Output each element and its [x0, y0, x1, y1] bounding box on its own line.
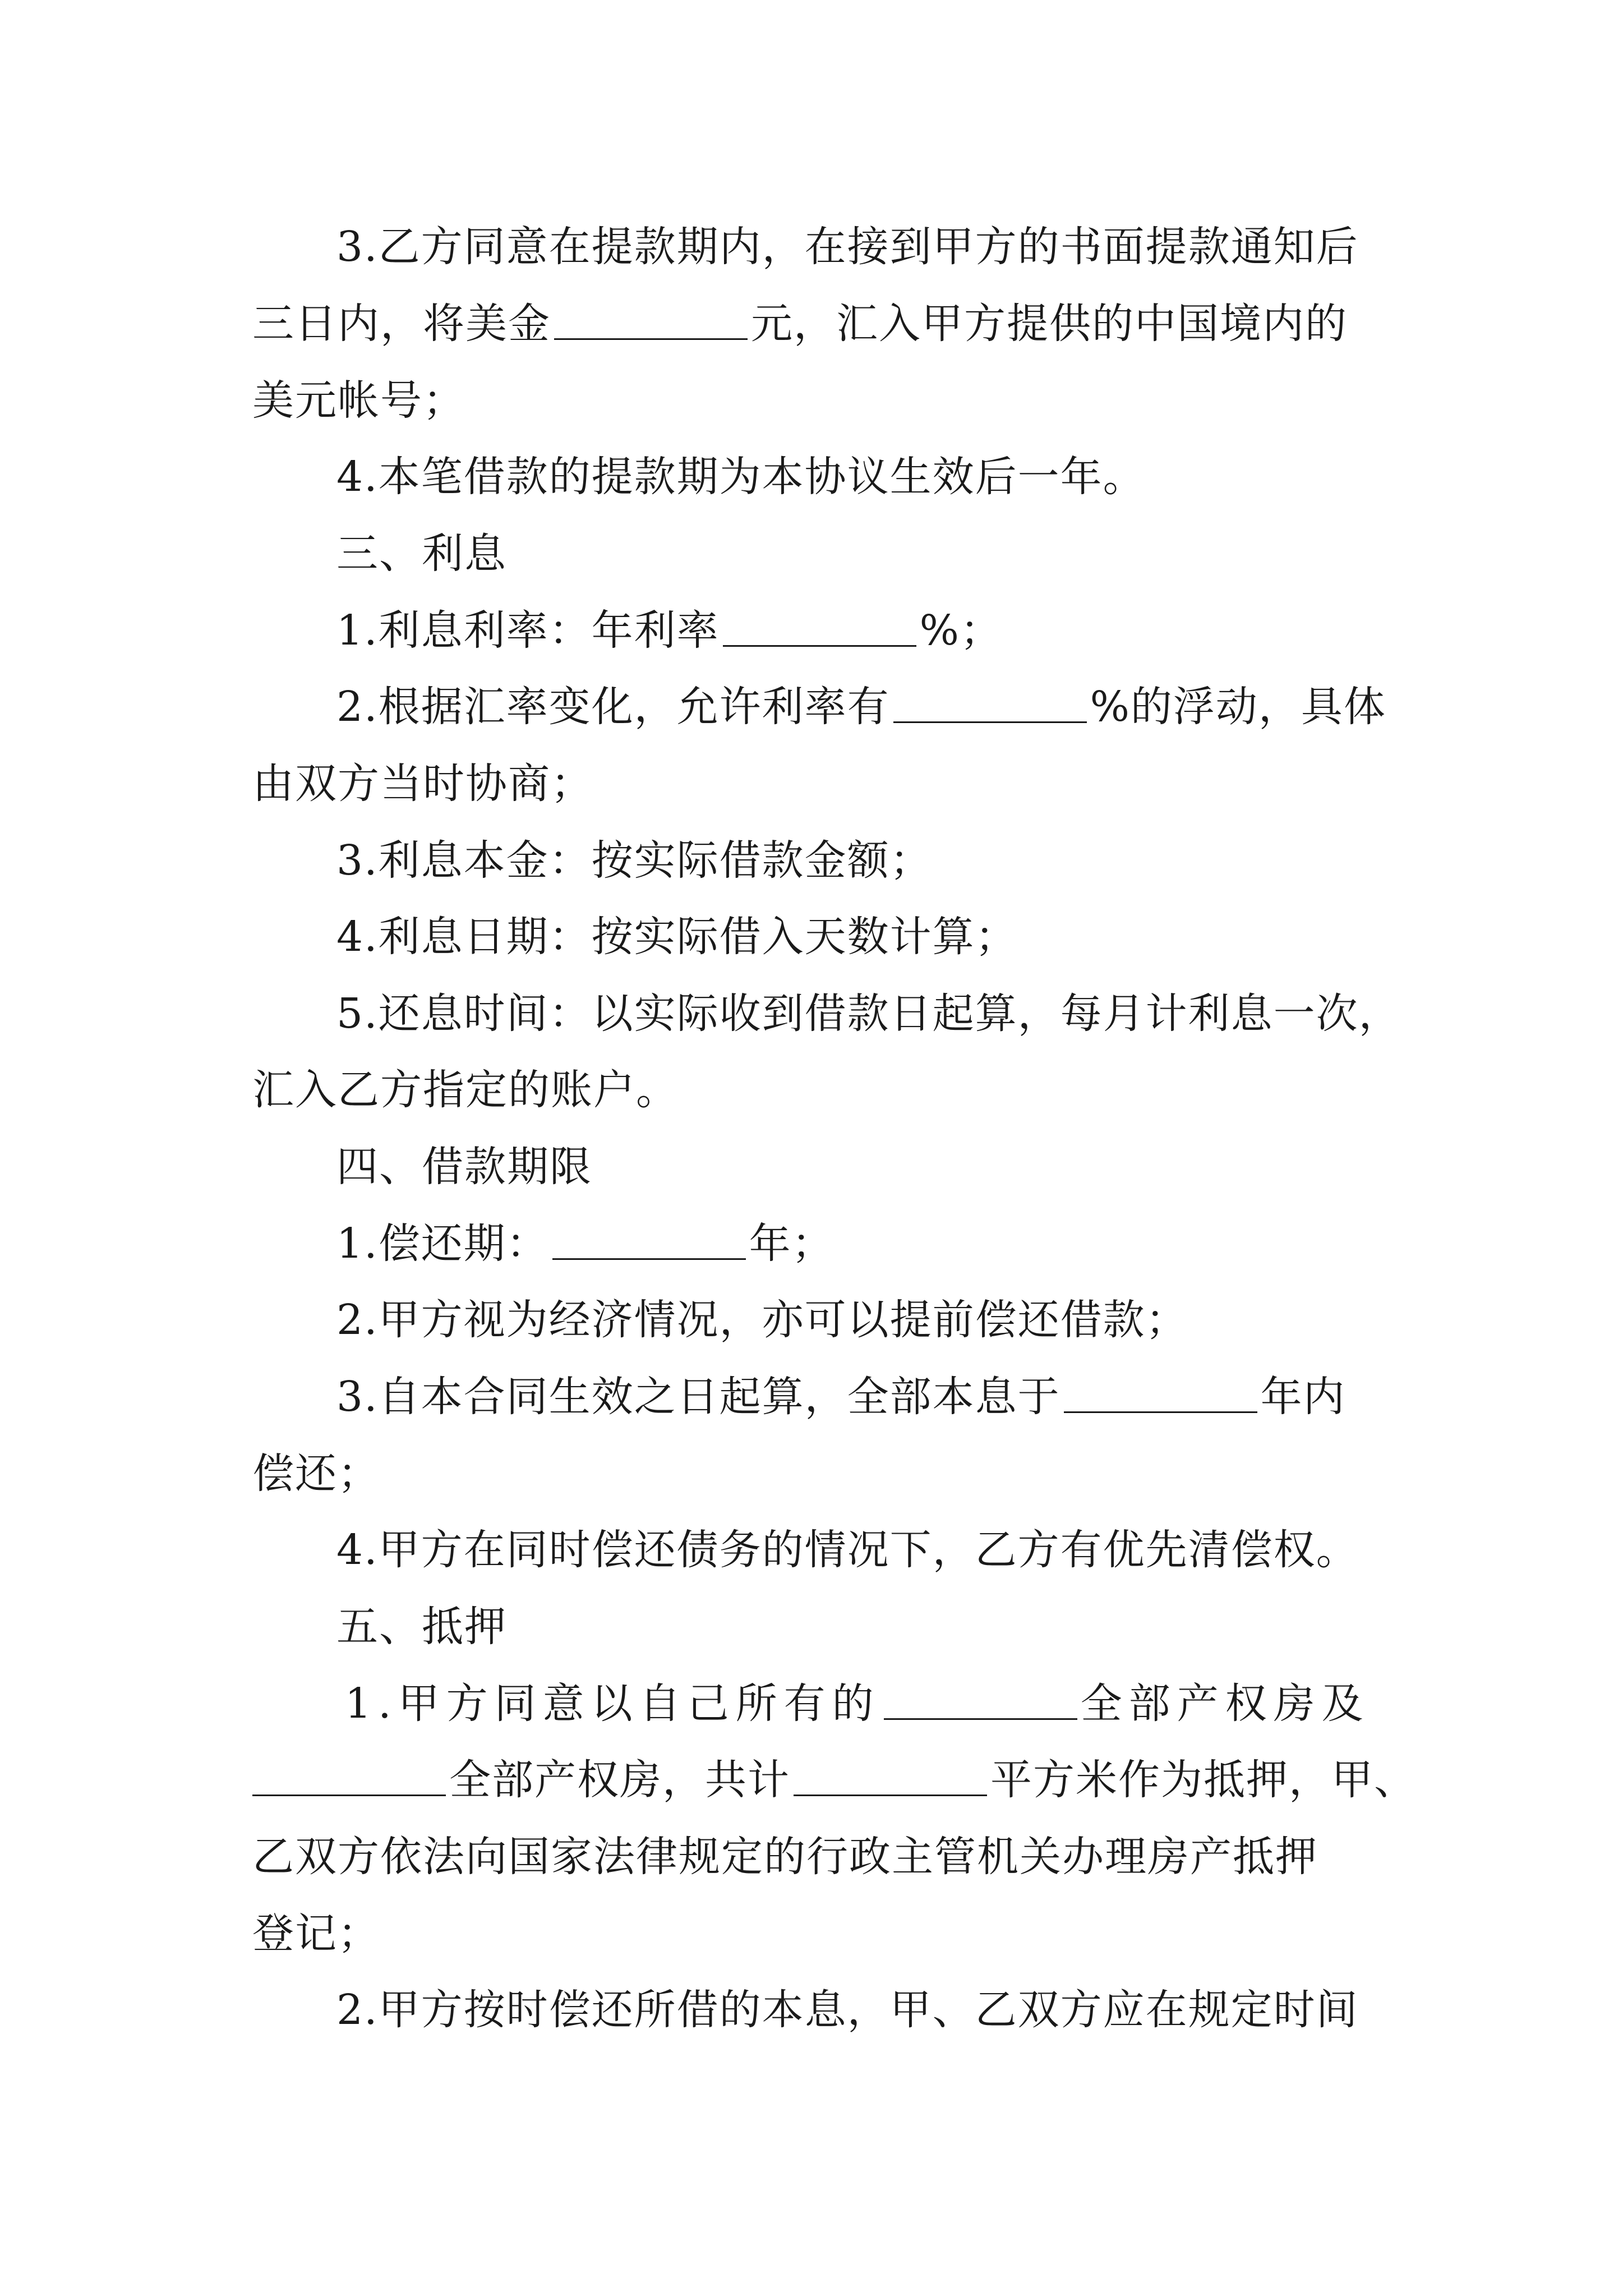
paragraph-line [336, 832, 933, 889]
paragraph-line [336, 679, 1386, 735]
paragraph-line [252, 756, 593, 812]
line-text: 2.甲方视为经济情况，亦可以提前偿还借款； [336, 1296, 1188, 1344]
line-text: 3.自本合同生效之日起算，全部本息于 [336, 1373, 1061, 1421]
line-text: 4.利息日期：按实际借入天数计算； [336, 913, 1018, 961]
line-text: 4.甲方在同时偿还债务的情况下，乙方有优先清偿权。 [336, 1526, 1359, 1574]
line-text: 登记； [252, 1910, 380, 1958]
heading-text: 四、借款期限 [336, 1143, 592, 1191]
line-text: 平方米作为抵押，甲、 [990, 1756, 1417, 1804]
line-text: 偿还； [252, 1450, 380, 1498]
line-text: 三日内，将美金 [252, 300, 551, 348]
fill-in-blank [893, 688, 1087, 723]
paragraph-line [336, 449, 1146, 505]
line-text: 全部产权房及 [1080, 1680, 1370, 1728]
paragraph-line [252, 1446, 380, 1502]
line-text: 乙双方依法向国家法律规定的行政主管机关办理房产抵押 [252, 1833, 1318, 1881]
paragraph-line [336, 602, 1003, 659]
line-text: 年内 [1260, 1373, 1346, 1421]
line-text: 年； [749, 1220, 834, 1268]
paragraph-line [345, 1676, 1370, 1732]
paragraph-line [252, 1906, 380, 1962]
heading-text: 三、利息 [336, 530, 507, 578]
line-text: 3.利息本金：按实际借款金额； [336, 836, 933, 885]
section-heading [336, 1139, 592, 1195]
paragraph-line [252, 1062, 679, 1118]
line-text: 美元帐号； [252, 376, 465, 425]
line-text: 由双方当时协商； [252, 760, 593, 808]
paragraph-line [336, 1369, 1346, 1425]
paragraph-line [252, 1829, 1318, 1885]
fill-in-blank [794, 1761, 987, 1796]
line-text: 1.甲方同意以自己所有的 [345, 1680, 880, 1728]
fill-in-blank [884, 1685, 1077, 1720]
fill-in-blank [554, 305, 748, 340]
line-text: 元，汇入甲方提供的中国境内的 [751, 300, 1348, 348]
section-heading [336, 526, 507, 582]
line-text: %； [919, 606, 1003, 655]
line-text: 汇入乙方指定的账户。 [252, 1066, 679, 1114]
line-text: 5.还息时间：以实际收到借款日起算，每月计利息一次， [336, 990, 1401, 1038]
section-heading [336, 1599, 507, 1655]
paragraph-line [252, 296, 1348, 352]
paragraph-line [249, 1752, 1417, 1808]
paragraph-line [336, 986, 1401, 1042]
line-text: 2.甲方按时偿还所借的本息，甲、乙双方应在规定时间 [336, 1986, 1359, 2034]
line-text: 1.偿还期： [336, 1220, 549, 1268]
paragraph-line [336, 1216, 834, 1272]
paragraph-line [336, 909, 1018, 965]
paragraph-line [336, 219, 1359, 275]
fill-in-blank [552, 1225, 746, 1260]
paragraph-line [336, 1982, 1359, 2038]
line-text: 1.利息利率：年利率 [336, 606, 720, 655]
line-text: %的浮动，具体 [1090, 683, 1386, 731]
paragraph-line [336, 1522, 1359, 1578]
line-text: 全部产权房，共计 [449, 1756, 790, 1804]
heading-text: 五、抵押 [336, 1603, 507, 1651]
fill-in-blank [1064, 1378, 1257, 1413]
line-text: 3.乙方同意在提款期内，在接到甲方的书面提款通知后 [336, 223, 1359, 271]
paragraph-line [336, 1292, 1188, 1348]
fill-in-blank [723, 611, 916, 647]
line-text: 4.本笔借款的提款期为本协议生效后一年。 [336, 453, 1146, 501]
line-text: 2.根据汇率变化，允许利率有 [336, 683, 890, 731]
paragraph-line [252, 372, 465, 429]
fill-in-blank [252, 1761, 446, 1796]
